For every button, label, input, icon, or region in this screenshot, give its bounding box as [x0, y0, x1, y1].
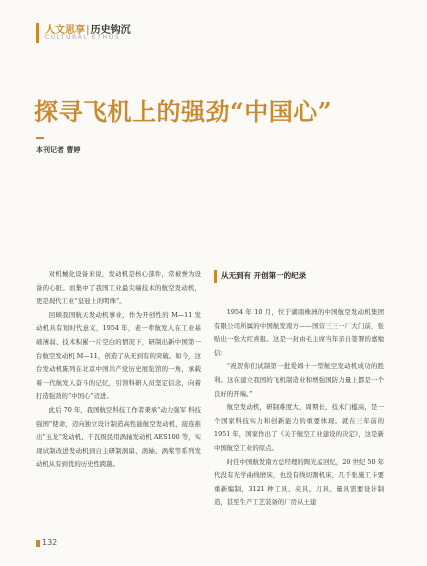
section-separator: |: [86, 25, 90, 36]
quote-paragraph: “祝贺你们试制第一批爱姆十一型航空发动机成功的胜利。这在建立我国的飞机制造业和增强国防力量上都是一个良好的开端。”: [214, 362, 384, 398]
paragraph: 航空发动机，研制难度大、周期长，技术门槛高，是一个国家科技实力和创新能力的重要体现。就在三年前的 1951 年，国家作出了《关于航空工业建设的决定》，这是新中国航空工业的原点。: [214, 403, 384, 452]
title-underline: [36, 137, 44, 139]
subheading-marker: [214, 270, 217, 283]
paragraph: 回顾我国航天发动机事业，作为开创性的 M—11 发动机具有划时代意义，1954 年，老一辈航发人在工业基础薄弱、技术积累一片空白的情况下，研制出新中国第一台航空发动机 M—11，创造了从无到有的突破。如今，这台发动机陈列在北京中国共产党历史展览馆的一角，承载着一代航发人奋斗的记忆，引领科研人员坚定信念，向着打造强劲的“中国心”迈进。: [36, 310, 201, 401]
subsection-title: 历史钩沉: [90, 25, 131, 36]
paragraph: 1954 年 10 月，位于湖南株洲的中国航空发动机集团有限公司所属的中国航发南方——国营三三一厂大门前，张贴出一张大红喜报。这是一封由毛主席当年亲自签署的嘉勉信：: [214, 308, 384, 357]
section-title-en: CULTURAL ETHOS: [45, 34, 121, 41]
paragraph: 此后 70 年，我国航空科技工作者秉承“动力强军 科技强国”使命，迈向独立设计制造高性能航空发动机，接连推出“玉龙”发动机、千瓦级民用涡轴发动机 AES100 等，实现试制改进发动机到自主研制涡扇、涡轴、涡桨等系列发动机从有到优的历史性跨越。: [36, 405, 201, 469]
section-marker-bar: [36, 23, 39, 43]
page-number: 132: [42, 538, 58, 547]
paragraph: 时任中国航发南方总经理的陶光孟回忆，20 世纪 50 年代没有光学曲线磨床，也没有线切割机床，几千张施工卡要重新编制，3121 种工具、夹具、刀具、量具需要设计制造，甚至生产工艺装备的厂房从土建: [214, 457, 384, 507]
page-number-marker: [36, 540, 40, 547]
left-text-column: [36, 268, 201, 472]
paragraph: 对机械化设备来说，发动机是核心部件，常被誉为设备的心脏。而集中了我国工业最尖端技术的航空发动机，更是现代工业“皇冠上的明珠”。: [36, 270, 201, 306]
right-text-column: [214, 306, 384, 510]
section-title: 人文思享: [45, 25, 85, 36]
article-byline: 本刊记者 曹婷: [36, 146, 81, 154]
article-title: 探寻飞机上的强劲“中国心”: [34, 97, 333, 126]
subheading: 从无到有 开创第一的纪录: [221, 271, 307, 280]
